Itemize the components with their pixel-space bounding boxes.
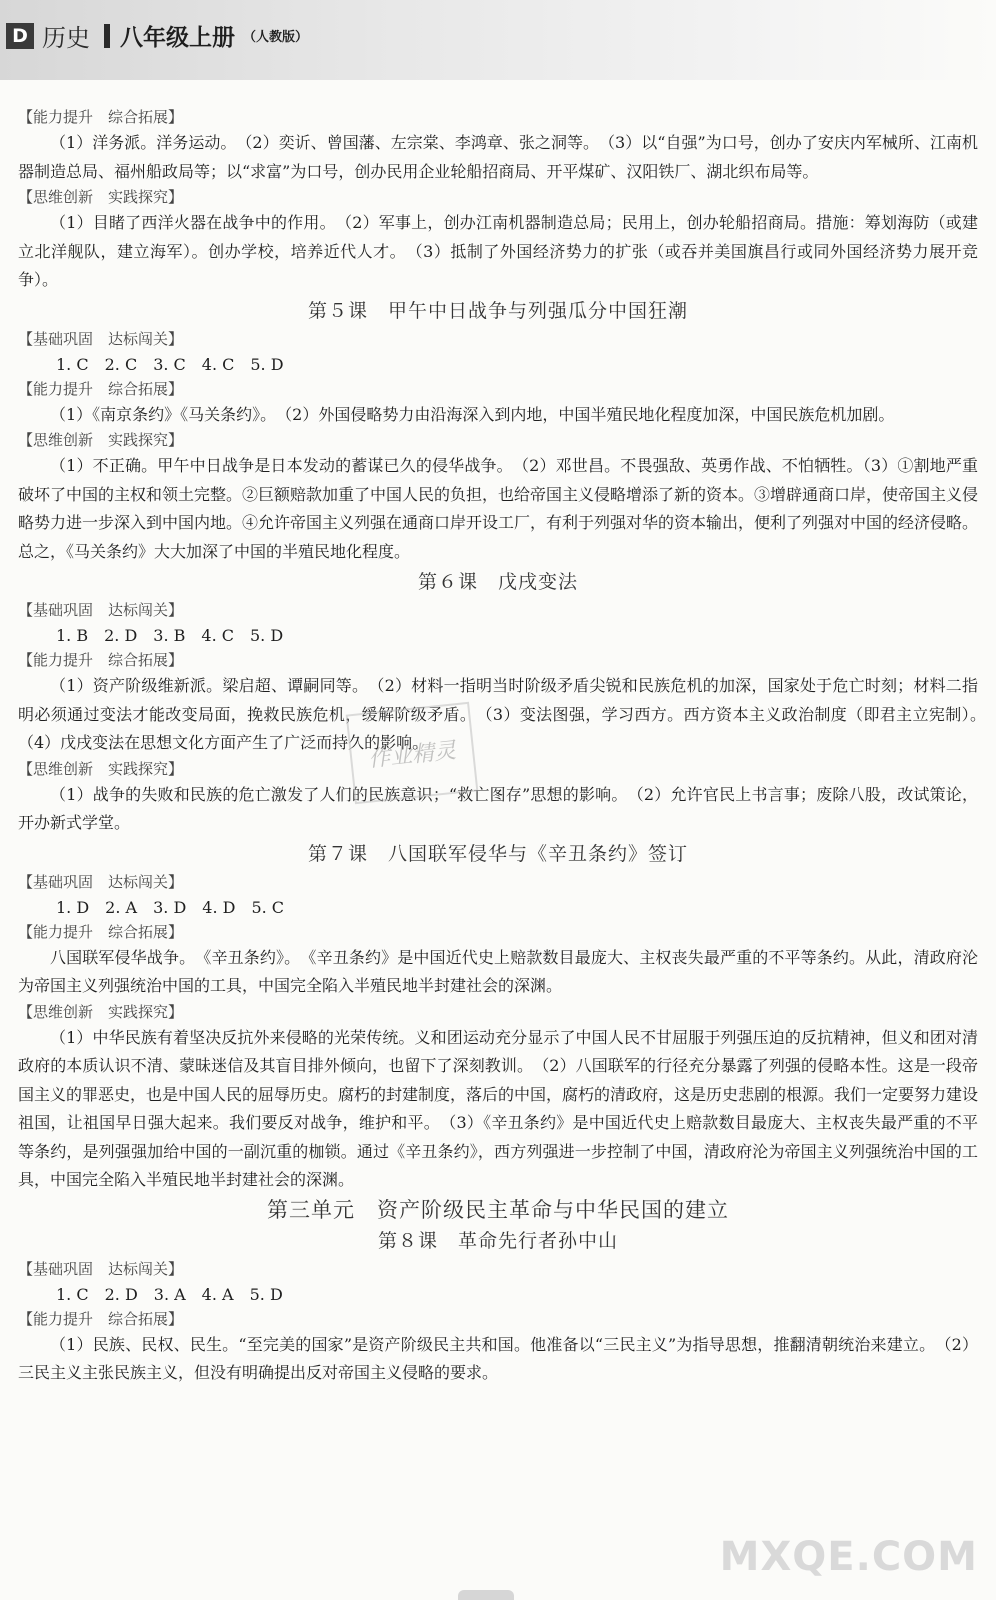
header-separator: [104, 24, 110, 48]
tag-basic: 【基础巩固 达标闯关】: [18, 601, 184, 619]
stamp-watermark: [346, 702, 479, 804]
page-number-tab: [458, 1590, 514, 1600]
ability-answer: （1）民族、民权、民生。“至完美的国家”是资产阶级民主共和国。他准备以“三民主义”为指导思想，推翻清朝统治来建立。 （2）三民主义主张民族主义，但没有明确提出反对帝国主义侵略的要求。: [18, 1334, 978, 1382]
thinking-answer: （1）目睹了西洋火器在战争中的作用。 （2）军事上，创办江南机器制造总局；民用上，创办轮船招商局。措施：筹划海防（或建立北洋舰队，建立海军）。创办学校，培养近代人才。 （3）抵制了外国经济势力的扩张（或吞并美国旗昌行或同外国经济势力展开竞争）。: [18, 213, 978, 289]
choice-answers: 1. D 2. A 3. D 4. D 5. C: [56, 897, 285, 917]
page-header: [0, 0, 996, 80]
lesson-7-title: 第７课 八国联军侵华与《辛丑条约》签订: [307, 842, 688, 865]
tag-thinking: 【思维创新 实践探究】: [18, 759, 184, 778]
stamp-watermark-text: 作业精灵: [367, 737, 458, 773]
ability-answer: （1）《南京条约》《马关条约》。 （2）外国侵略势力由沿海深入到内地，中国半殖民地化程度加深，中国民族危机加剧。: [50, 404, 895, 424]
tag-ability: 【能力提升 综合拓展】: [18, 1309, 184, 1328]
lesson-5-title: 第５课 甲午中日战争与列强瓜分中国狂潮: [307, 299, 688, 322]
choice-answers: 1. C 2. D 3. A 4. A 5. D: [56, 1284, 283, 1304]
corner-watermark: MXQE.COM: [719, 1534, 978, 1580]
tag-basic: 【基础巩固 达标闯关】: [18, 329, 184, 348]
ability-answer: （1）资产阶级维新派。梁启超、谭嗣同等。 （2）材料一指明当时阶级矛盾尖锐和民族危机的加深，国家处于危亡时刻；材料二指明必须通过变法才能改变局面，挽救民族危机，缓解阶级矛盾。 （3）变法图强，学习西方。西方资本主义政治制度（即君主立宪制）。 （4）戊戌变法在思想文化方面产生了广泛而持久的影响。: [18, 676, 995, 752]
edition-label: （人教版）: [243, 30, 309, 45]
tag-basic: 【基础巩固 达标闯关】: [18, 1259, 184, 1278]
lesson-8-title: 第８课 革命先行者孙中山: [377, 1229, 618, 1252]
tag-ability: 【能力提升 综合拓展】: [18, 108, 184, 126]
tag-thinking: 【思维创新 实践探究】: [18, 431, 184, 449]
thinking-answer: （1）战争的失败和民族的危亡激发了人们的民族意识；“救亡图存”思想的影响。 （2）允许官民上书言事；废除八股，改试策论，开办新式学堂。: [18, 784, 978, 832]
tag-thinking: 【思维创新 实践探究】: [18, 1002, 184, 1021]
choice-answers: 1. B 2. D 3. B 4. C 5. D: [56, 626, 284, 645]
thinking-answer: （1）中华民族有着坚决反抗外来侵略的光荣传统。义和团运动充分显示了中国人民不甘屈服于列强压迫的反抗精神，但义和团对清政府的本质认识不清、蒙昧迷信及其盲目排外倾向，也留下了深刻教训。 （2）八国联军的行径充分暴露了列强的侵略本性。这是一段帝国主义的罪恶史，也是中国人民的屈辱历史。腐朽的封建制度，落后的中国，腐朽的清政府，这是历史悲剧的根源。我们一定要努力建设祖国，让祖国早日强大起来。我们要反对战争，维护和平。 （3）《辛丑条约》是中国近代史上赔款数目最庞大、主权丧失最严重的不平等条约，是列强强加给中国的一副沉重的枷锁。通过《辛丑条约》，西方列强进一步控制了中国，清政府沦为帝国主义列强统治中国的工具，中国完全陷入半殖民地半封建社会的深渊。: [18, 1027, 979, 1189]
thinking-answer: （1）不正确。甲午中日战争是日本发动的蓄谋已久的侵华战争。 （2）邓世昌。不畏强敌、英勇作战、不怕牺牲。（3）①割地严重破坏了中国的主权和领土完整。②巨额赔款加重了中国人民的负担，也给帝国主义侵略增添了新的资本。③增辟通商口岸，使帝国主义侵略势力进一步深入到中国内地。④允许帝国主义列强在通商口岸开设工厂，有利于列强对华的资本输出，便利了列强对中国的经济侵略。总之，《马关条约》大大加深了中国的半殖民地化程度。: [18, 456, 979, 561]
header-row: [6, 18, 308, 53]
section-badge: D: [6, 23, 34, 49]
ability-answer: 八国联军侵华战争。 《辛丑条约》。 《辛丑条约》是中国近代史上赔款数目最庞大、主权丧失最严重的不平等条约。从此，清政府沦为帝国主义列强统治中国的工具，中国完全陷入半殖民地半封建社会的深渊。: [18, 947, 978, 995]
tag-ability: 【能力提升 综合拓展】: [18, 379, 184, 398]
lesson-6-title: 第６课 戊戌变法: [417, 571, 578, 593]
ability-answer: （1）洋务派。洋务运动。 （2）奕䜣、曾国藩、左宗棠、李鸿章、张之洞等。 （3）以“自强”为口号，创办了安庆内军械所、江南机器制造总局、福州船政局等；以“求富”为口号，创办民用企业轮船招商局、开平煤矿、汉阳铁厂、湖北织布局等。: [18, 133, 978, 181]
tag-ability: 【能力提升 综合拓展】: [18, 922, 184, 941]
answer-content: [18, 106, 995, 1388]
grade-label: 八年级上册: [120, 25, 235, 51]
choice-answers: 1. C 2. C 3. C 4. C 5. D: [56, 354, 284, 374]
tag-thinking: 【思维创新 实践探究】: [18, 188, 184, 206]
tag-basic: 【基础巩固 达标闯关】: [18, 872, 184, 891]
subject-label: 历史: [42, 24, 90, 52]
tag-ability: 【能力提升 综合拓展】: [18, 651, 184, 669]
unit-3-title: 第三单元 资产阶级民主革命与中华民国的建立: [267, 1197, 729, 1222]
